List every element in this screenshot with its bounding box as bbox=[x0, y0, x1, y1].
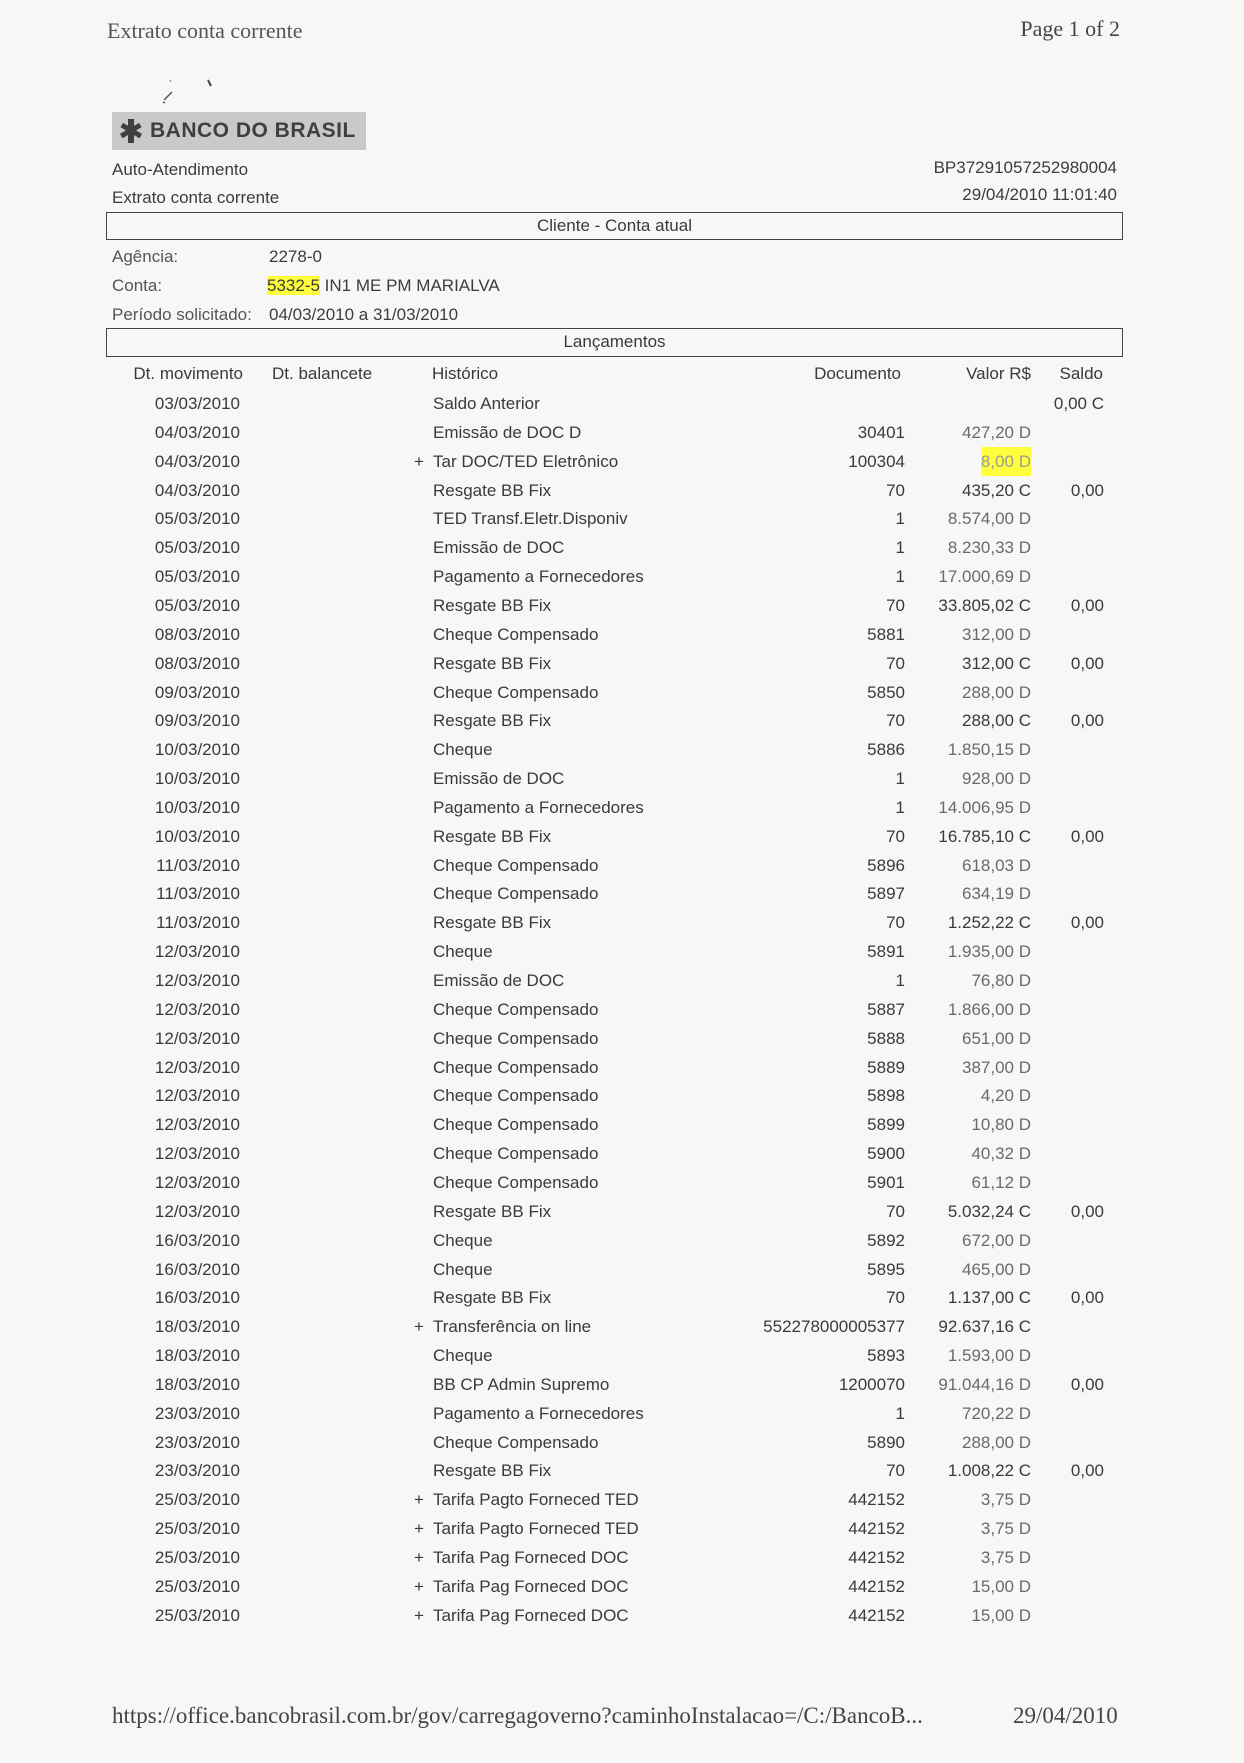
cell-valor: 387,00 D bbox=[962, 1058, 1031, 1077]
cell-historico: Cheque Compensado bbox=[433, 884, 599, 903]
table-row bbox=[0, 1428, 1244, 1457]
cell-documento: 442152 bbox=[848, 1577, 905, 1596]
cell-historico: Resgate BB Fix bbox=[433, 1461, 552, 1480]
cell-dt-movimento: 05/03/2010 bbox=[154, 509, 240, 528]
cell-documento: 5898 bbox=[867, 1086, 905, 1105]
cell-saldo: 0,00 bbox=[1070, 1288, 1104, 1307]
cell-documento: 442152 bbox=[848, 1490, 905, 1509]
cell-plus-marker: + bbox=[414, 1548, 424, 1567]
table-row bbox=[0, 389, 1244, 418]
footer-url: https://office.bancobrasil.com.br/gov/carregagoverno?caminhoInstalacao=/C:/BancoB... bbox=[112, 1703, 923, 1728]
cell-historico: Cheque bbox=[433, 1260, 493, 1279]
col-documento: Documento bbox=[814, 364, 901, 383]
cell-saldo: 0,00 bbox=[1070, 711, 1104, 730]
cell-documento: 5887 bbox=[867, 1000, 905, 1019]
table-row bbox=[0, 1110, 1244, 1139]
table-row bbox=[0, 620, 1244, 649]
cell-valor: 1.137,00 C bbox=[947, 1288, 1031, 1307]
cliente-section-title: Cliente - Conta atual bbox=[537, 216, 692, 235]
cell-dt-movimento: 11/03/2010 bbox=[156, 856, 240, 875]
cell-historico: Pagamento a Fornecedores bbox=[433, 798, 644, 817]
cell-valor: 634,19 D bbox=[962, 884, 1031, 903]
table-row bbox=[0, 908, 1244, 937]
cell-valor: 3,75 D bbox=[980, 1519, 1031, 1538]
extrato-label: Extrato conta corrente bbox=[112, 188, 280, 207]
cell-historico: Emissão de DOC D bbox=[433, 423, 582, 442]
cell-historico: Resgate BB Fix bbox=[433, 711, 552, 730]
cell-valor: 17.000,69 D bbox=[938, 567, 1031, 586]
cell-documento: 1 bbox=[895, 509, 905, 528]
conta-number: 5332-5 bbox=[267, 276, 320, 295]
col-historico: Histórico bbox=[432, 364, 499, 383]
cell-valor: 288,00 D bbox=[962, 1433, 1031, 1452]
cell-saldo: 0,00 bbox=[1070, 654, 1104, 673]
cell-dt-movimento: 25/03/2010 bbox=[154, 1606, 240, 1625]
cell-dt-movimento: 23/03/2010 bbox=[154, 1404, 240, 1423]
cell-historico: Cheque Compensado bbox=[433, 1173, 599, 1192]
cell-documento: 1 bbox=[895, 1404, 905, 1423]
cell-documento: 70 bbox=[886, 827, 905, 846]
cell-historico: Resgate BB Fix bbox=[433, 481, 552, 500]
cell-documento: 1 bbox=[895, 971, 905, 990]
table-row bbox=[0, 735, 1244, 764]
cliente-section-box bbox=[106, 212, 1123, 240]
cell-historico: Cheque Compensado bbox=[433, 1144, 599, 1163]
cell-valor: 8,00 D bbox=[981, 447, 1031, 476]
cell-valor: 1.850,15 D bbox=[947, 740, 1031, 759]
cell-documento: 5889 bbox=[867, 1058, 905, 1077]
cell-documento: 5893 bbox=[867, 1346, 905, 1365]
cell-historico: Resgate BB Fix bbox=[433, 1288, 552, 1307]
table-row bbox=[0, 851, 1244, 880]
cell-valor: 1.593,00 D bbox=[947, 1346, 1031, 1365]
cell-dt-movimento: 12/03/2010 bbox=[154, 1058, 240, 1077]
cell-dt-movimento: 16/03/2010 bbox=[154, 1260, 240, 1279]
cell-saldo: 0,00 bbox=[1070, 481, 1104, 500]
logo-text: BANCO DO BRASIL bbox=[150, 119, 356, 142]
cell-dt-movimento: 12/03/2010 bbox=[154, 942, 240, 961]
cell-valor: 312,00 C bbox=[962, 654, 1031, 673]
table-row bbox=[0, 764, 1244, 793]
cell-documento: 5892 bbox=[867, 1231, 905, 1250]
cell-dt-movimento: 10/03/2010 bbox=[154, 740, 240, 759]
cell-documento: 5850 bbox=[867, 683, 905, 702]
cell-historico: Cheque bbox=[433, 942, 493, 961]
cell-historico: Cheque bbox=[433, 1231, 493, 1250]
cell-dt-movimento: 18/03/2010 bbox=[154, 1317, 240, 1336]
cell-historico: Cheque Compensado bbox=[433, 1115, 599, 1134]
table-row bbox=[0, 1456, 1244, 1485]
cell-documento: 30401 bbox=[857, 423, 905, 442]
table-row bbox=[0, 1081, 1244, 1110]
cell-valor: 1.866,00 D bbox=[947, 1000, 1031, 1019]
table-row bbox=[0, 1572, 1244, 1601]
cell-plus-marker: + bbox=[414, 1317, 424, 1336]
lancamentos-section-box bbox=[106, 328, 1123, 357]
cell-saldo: 0,00 bbox=[1070, 1461, 1104, 1480]
cell-valor: 1.935,00 D bbox=[947, 942, 1031, 961]
cell-valor: 5.032,24 C bbox=[947, 1202, 1031, 1221]
cell-dt-movimento: 25/03/2010 bbox=[154, 1490, 240, 1509]
cell-historico: Cheque bbox=[433, 1346, 493, 1365]
cell-dt-movimento: 05/03/2010 bbox=[154, 596, 240, 615]
col-dt-movimento: Dt. movimento bbox=[133, 364, 243, 383]
cell-dt-movimento: 08/03/2010 bbox=[154, 625, 240, 644]
cell-documento: 70 bbox=[886, 1202, 905, 1221]
cell-documento: 1200070 bbox=[838, 1375, 905, 1394]
cell-historico: Tarifa Pagto Forneced TED bbox=[433, 1519, 639, 1538]
bank-logo bbox=[112, 112, 366, 150]
cell-documento: 5890 bbox=[867, 1433, 905, 1452]
cell-dt-movimento: 25/03/2010 bbox=[154, 1577, 240, 1596]
footer-date: 29/04/2010 bbox=[1013, 1703, 1118, 1728]
cell-documento: 1 bbox=[895, 769, 905, 788]
cell-dt-movimento: 23/03/2010 bbox=[154, 1461, 240, 1480]
cell-historico: Cheque Compensado bbox=[433, 625, 599, 644]
table-row bbox=[0, 793, 1244, 822]
cell-dt-movimento: 03/03/2010 bbox=[154, 394, 240, 413]
cell-documento: 70 bbox=[886, 481, 905, 500]
cell-historico: TED Transf.Eletr.Disponiv bbox=[433, 509, 628, 528]
cell-valor: 465,00 D bbox=[962, 1260, 1031, 1279]
cell-saldo: 0,00 bbox=[1070, 596, 1104, 615]
table-row bbox=[0, 937, 1244, 966]
cell-historico: Tarifa Pag Forneced DOC bbox=[433, 1577, 629, 1596]
cell-valor: 91.044,16 D bbox=[938, 1375, 1031, 1394]
cell-valor: 16.785,10 C bbox=[938, 827, 1031, 846]
cell-dt-movimento: 08/03/2010 bbox=[154, 654, 240, 673]
cell-valor: 435,20 C bbox=[962, 481, 1031, 500]
lancamentos-title: Lançamentos bbox=[563, 332, 666, 351]
cell-historico: Resgate BB Fix bbox=[433, 827, 552, 846]
cell-historico: Emissão de DOC bbox=[433, 769, 565, 788]
cell-documento: 1 bbox=[895, 798, 905, 817]
cell-dt-movimento: 10/03/2010 bbox=[154, 827, 240, 846]
cell-historico: Tarifa Pag Forneced DOC bbox=[433, 1606, 629, 1625]
table-row bbox=[0, 447, 1244, 476]
cell-documento: 1 bbox=[895, 567, 905, 586]
cell-historico: Cheque Compensado bbox=[433, 683, 599, 702]
cell-historico: Tarifa Pag Forneced DOC bbox=[433, 1548, 629, 1567]
cell-documento: 70 bbox=[886, 1288, 905, 1307]
table-row bbox=[0, 1255, 1244, 1284]
col-saldo: Saldo bbox=[1059, 364, 1103, 383]
cell-documento: 442152 bbox=[848, 1548, 905, 1567]
cell-historico: Cheque Compensado bbox=[433, 1086, 599, 1105]
cell-historico: Cheque bbox=[433, 740, 493, 759]
cell-historico: Resgate BB Fix bbox=[433, 913, 552, 932]
cell-valor: 14.006,95 D bbox=[938, 798, 1031, 817]
cell-historico: Pagamento a Fornecedores bbox=[433, 1404, 644, 1423]
cell-saldo: 0,00 C bbox=[1053, 394, 1104, 413]
cell-plus-marker: + bbox=[414, 1519, 424, 1538]
cell-dt-movimento: 05/03/2010 bbox=[154, 567, 240, 586]
cell-valor: 618,03 D bbox=[962, 856, 1031, 875]
cell-dt-movimento: 12/03/2010 bbox=[154, 1029, 240, 1048]
table-row bbox=[0, 1601, 1244, 1630]
table-row bbox=[0, 1341, 1244, 1370]
cell-plus-marker: + bbox=[414, 1577, 424, 1596]
cell-historico: Cheque Compensado bbox=[433, 1000, 599, 1019]
conta-value bbox=[267, 276, 500, 296]
bb-logo-icon bbox=[118, 118, 144, 144]
cell-historico: Emissão de DOC bbox=[433, 538, 565, 557]
cell-valor: 92.637,16 C bbox=[938, 1317, 1031, 1336]
table-row bbox=[0, 1226, 1244, 1255]
cell-dt-movimento: 16/03/2010 bbox=[154, 1288, 240, 1307]
cell-dt-movimento: 11/03/2010 bbox=[156, 884, 240, 903]
cell-historico: Tar DOC/TED Eletrônico bbox=[433, 452, 619, 471]
cell-valor: 288,00 D bbox=[962, 683, 1031, 702]
table-row bbox=[0, 822, 1244, 851]
cell-dt-movimento: 04/03/2010 bbox=[154, 452, 240, 471]
cell-documento: 70 bbox=[886, 1461, 905, 1480]
table-row bbox=[0, 476, 1244, 505]
cell-documento: 5895 bbox=[867, 1260, 905, 1279]
cell-dt-movimento: 04/03/2010 bbox=[154, 423, 240, 442]
periodo-value: 04/03/2010 a 31/03/2010 bbox=[269, 305, 459, 324]
cell-valor: 3,75 D bbox=[980, 1548, 1031, 1567]
cell-valor: 4,20 D bbox=[980, 1086, 1031, 1105]
table-row bbox=[0, 678, 1244, 707]
table-row bbox=[0, 591, 1244, 620]
cell-dt-movimento: 12/03/2010 bbox=[154, 1202, 240, 1221]
cell-documento: 5891 bbox=[867, 942, 905, 961]
table-row bbox=[0, 1139, 1244, 1168]
cell-dt-movimento: 18/03/2010 bbox=[154, 1346, 240, 1365]
cell-saldo: 0,00 bbox=[1070, 1202, 1104, 1221]
cell-historico: Resgate BB Fix bbox=[433, 596, 552, 615]
cell-dt-movimento: 09/03/2010 bbox=[154, 683, 240, 702]
agencia-label: Agência: bbox=[112, 247, 179, 266]
cell-historico: Tarifa Pagto Forneced TED bbox=[433, 1490, 639, 1509]
cell-valor: 1.252,22 C bbox=[947, 913, 1031, 932]
cell-dt-movimento: 18/03/2010 bbox=[154, 1375, 240, 1394]
cell-historico: Cheque Compensado bbox=[433, 1029, 599, 1048]
cell-historico: BB CP Admin Supremo bbox=[433, 1375, 610, 1394]
cell-valor: 427,20 D bbox=[962, 423, 1031, 442]
cell-dt-movimento: 25/03/2010 bbox=[154, 1548, 240, 1567]
table-row bbox=[0, 706, 1244, 735]
print-header-title: Extrato conta corrente bbox=[107, 18, 303, 43]
scan-marks-icon bbox=[150, 72, 230, 112]
transaction-code: BP37291057252980004 bbox=[933, 158, 1117, 177]
cell-valor: 15,00 D bbox=[971, 1606, 1031, 1625]
cell-historico: Cheque Compensado bbox=[433, 1058, 599, 1077]
table-row bbox=[0, 1053, 1244, 1082]
cell-documento: 70 bbox=[886, 913, 905, 932]
cell-dt-movimento: 12/03/2010 bbox=[154, 1000, 240, 1019]
cell-historico: Saldo Anterior bbox=[433, 394, 540, 413]
cell-documento: 100304 bbox=[848, 452, 905, 471]
agencia-value: 2278-0 bbox=[269, 247, 322, 266]
cell-valor: 33.805,02 C bbox=[938, 596, 1031, 615]
col-valor: Valor R$ bbox=[966, 364, 1031, 383]
periodo-label: Período solicitado: bbox=[112, 305, 252, 324]
table-row bbox=[0, 1543, 1244, 1572]
table-row bbox=[0, 1312, 1244, 1341]
table-row bbox=[0, 1283, 1244, 1312]
cell-documento: 5888 bbox=[867, 1029, 905, 1048]
cell-valor: 8.574,00 D bbox=[947, 509, 1031, 528]
cell-historico: Emissão de DOC bbox=[433, 971, 565, 990]
cell-documento: 70 bbox=[886, 711, 905, 730]
table-row bbox=[0, 1370, 1244, 1399]
cell-valor: 312,00 D bbox=[962, 625, 1031, 644]
cell-historico: Cheque Compensado bbox=[433, 1433, 599, 1452]
cell-dt-movimento: 04/03/2010 bbox=[154, 481, 240, 500]
cell-saldo: 0,00 bbox=[1070, 913, 1104, 932]
cell-dt-movimento: 05/03/2010 bbox=[154, 538, 240, 557]
page-indicator: Page 1 of 2 bbox=[1020, 16, 1120, 41]
cell-valor: 672,00 D bbox=[962, 1231, 1031, 1250]
table-row bbox=[0, 1168, 1244, 1197]
cell-valor: 61,12 D bbox=[971, 1173, 1031, 1192]
cell-documento: 1 bbox=[895, 538, 905, 557]
cell-valor: 3,75 D bbox=[980, 1490, 1031, 1509]
cell-dt-movimento: 12/03/2010 bbox=[154, 1144, 240, 1163]
cell-valor: 1.008,22 C bbox=[947, 1461, 1031, 1480]
conta-label: Conta: bbox=[112, 276, 163, 295]
issue-datetime: 29/04/2010 11:01:40 bbox=[962, 185, 1117, 204]
cell-dt-movimento: 10/03/2010 bbox=[154, 798, 240, 817]
table-row bbox=[0, 418, 1244, 447]
cell-valor: 720,22 D bbox=[962, 1404, 1031, 1423]
cell-historico: Resgate BB Fix bbox=[433, 1202, 552, 1221]
cell-dt-movimento: 12/03/2010 bbox=[154, 971, 240, 990]
table-row bbox=[0, 649, 1244, 678]
cell-documento: 5881 bbox=[867, 625, 905, 644]
cell-documento: 5901 bbox=[867, 1173, 905, 1192]
cell-dt-movimento: 12/03/2010 bbox=[154, 1115, 240, 1134]
cell-valor: 288,00 C bbox=[962, 711, 1031, 730]
cell-documento: 5900 bbox=[867, 1144, 905, 1163]
cell-historico: Pagamento a Fornecedores bbox=[433, 567, 644, 586]
cell-documento: 70 bbox=[886, 654, 905, 673]
cell-valor: 76,80 D bbox=[971, 971, 1031, 990]
table-row bbox=[0, 504, 1244, 533]
table-row bbox=[0, 966, 1244, 995]
cell-dt-movimento: 12/03/2010 bbox=[154, 1173, 240, 1192]
cell-historico: Resgate BB Fix bbox=[433, 654, 552, 673]
table-row bbox=[0, 1485, 1244, 1514]
cell-documento: 442152 bbox=[848, 1606, 905, 1625]
table-row bbox=[0, 533, 1244, 562]
cell-documento: 5886 bbox=[867, 740, 905, 759]
cell-dt-movimento: 11/03/2010 bbox=[156, 913, 240, 932]
table-row bbox=[0, 879, 1244, 908]
cell-dt-movimento: 10/03/2010 bbox=[154, 769, 240, 788]
table-row bbox=[0, 1024, 1244, 1053]
cell-valor: 15,00 D bbox=[971, 1577, 1031, 1596]
cell-plus-marker: + bbox=[414, 452, 424, 471]
table-row bbox=[0, 562, 1244, 591]
table-row bbox=[0, 1399, 1244, 1428]
table-row bbox=[0, 995, 1244, 1024]
cell-dt-movimento: 23/03/2010 bbox=[154, 1433, 240, 1452]
cell-saldo: 0,00 bbox=[1070, 827, 1104, 846]
cell-documento: 5899 bbox=[867, 1115, 905, 1134]
cell-historico: Cheque Compensado bbox=[433, 856, 599, 875]
cell-valor: 8.230,33 D bbox=[947, 538, 1031, 557]
cell-dt-movimento: 16/03/2010 bbox=[154, 1231, 240, 1250]
cell-plus-marker: + bbox=[414, 1490, 424, 1509]
cell-documento: 552278000005377 bbox=[763, 1317, 905, 1336]
cell-documento: 70 bbox=[886, 596, 905, 615]
cell-dt-movimento: 12/03/2010 bbox=[154, 1086, 240, 1105]
cell-documento: 5897 bbox=[867, 884, 905, 903]
cell-dt-movimento: 25/03/2010 bbox=[154, 1519, 240, 1538]
cell-valor: 40,32 D bbox=[971, 1144, 1031, 1163]
cell-saldo: 0,00 bbox=[1070, 1375, 1104, 1394]
cell-valor: 651,00 D bbox=[962, 1029, 1031, 1048]
cell-valor: 10,80 D bbox=[971, 1115, 1031, 1134]
conta-name: IN1 ME PM MARIALVA bbox=[324, 276, 500, 295]
table-row bbox=[0, 1514, 1244, 1543]
cell-documento: 5896 bbox=[867, 856, 905, 875]
cell-documento: 442152 bbox=[848, 1519, 905, 1538]
col-dt-balancete: Dt. balancete bbox=[272, 364, 373, 383]
cell-valor: 928,00 D bbox=[962, 769, 1031, 788]
auto-atendimento-label: Auto-Atendimento bbox=[112, 160, 249, 179]
cell-plus-marker: + bbox=[414, 1606, 424, 1625]
cell-dt-movimento: 09/03/2010 bbox=[154, 711, 240, 730]
table-row bbox=[0, 1197, 1244, 1226]
cell-historico: Transferência on line bbox=[433, 1317, 592, 1336]
